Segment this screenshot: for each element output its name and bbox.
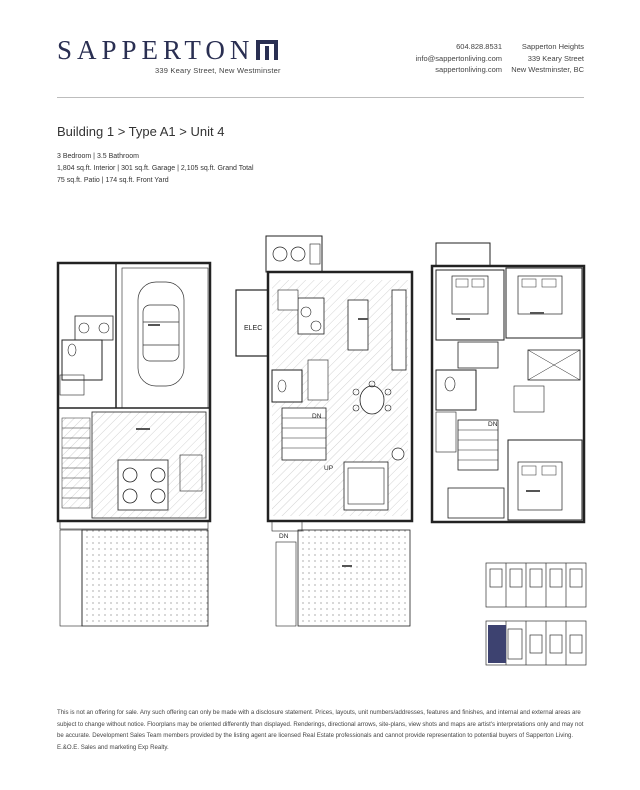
highlighted-unit-marker	[488, 625, 506, 663]
elec-label: ELEC	[244, 325, 263, 332]
main-floor-plan	[236, 236, 412, 626]
contact-phone[interactable]: 604.828.8531	[456, 42, 502, 51]
key-plan	[484, 561, 588, 667]
brand-address: 339 Keary Street, New Westminster	[155, 66, 281, 75]
brand-name: SAPPERTON	[57, 35, 255, 65]
location-city: New Westminster, BC	[511, 65, 584, 74]
unit-bed-bath: 3 Bedroom | 3.5 Bathroom	[57, 153, 139, 160]
contact-email[interactable]: info@sappertonliving.com	[415, 53, 502, 63]
stair-up-label: UP	[324, 465, 334, 472]
unit-title: Building 1 > Type A1 > Unit 4	[57, 124, 225, 139]
unit-areas: 1,804 sq.ft. Interior | 301 sq.ft. Garage | 2,105 sq.ft. Grand Total	[57, 165, 254, 172]
unit-outdoor-areas: 75 sq.ft. Patio | 174 sq.ft. Front Yard	[57, 177, 169, 184]
upper-floor-plan	[432, 243, 584, 522]
location-name: Sapperton Heights	[521, 42, 584, 51]
upper-stair-down-label: DN	[488, 421, 498, 428]
entry-down-label: DN	[279, 533, 289, 540]
contact-website[interactable]: sappertonliving.com	[435, 65, 502, 74]
location-street: 339 Keary Street	[527, 53, 584, 63]
stair-down-label: DN	[312, 413, 322, 420]
ground-floor-plan	[58, 263, 210, 626]
legal-disclaimer: This is not an offering for sale. Any such offering can only be made with a disclosure statement. Prices, layouts, unit numbers/addresses, features and finishes, and internal and external areas are subject to change without notice. Floorplans may be oriented differently than displayed. Renderings, directional arrows, site-plans, view shots and maps are artist's interpretations only and may not be accurate. Development Sales Team members provided by the listing agent are licensed Real Estate professionals and cannot provide representation to potential buyers of Sapperton Living. E.&O.E. Sales and marketing Exp Realty.	[57, 709, 584, 751]
